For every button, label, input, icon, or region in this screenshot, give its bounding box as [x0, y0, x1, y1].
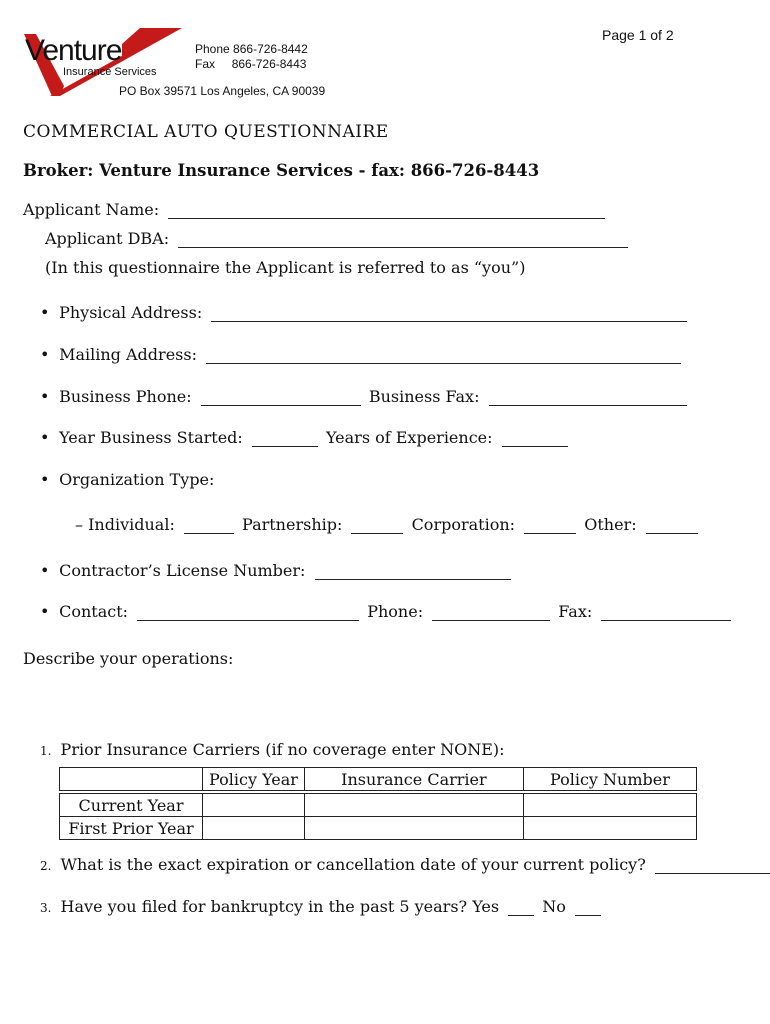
organization-type-label: Organization Type:	[59, 470, 215, 489]
partnership-input[interactable]	[351, 517, 403, 534]
license-number-row	[40, 561, 511, 580]
table-row	[60, 817, 697, 840]
broker-line: Broker: Venture Insurance Services - fax: 866-726-8443	[23, 161, 540, 180]
corporation-label: Corporation:	[411, 515, 516, 534]
partnership-label: Partnership:	[242, 515, 343, 534]
physical-address-input[interactable]	[211, 305, 687, 322]
applicant-name-label: Applicant Name:	[23, 200, 160, 219]
bullet: •	[40, 470, 50, 489]
table-cell[interactable]	[523, 817, 696, 840]
individual-label: Individual:	[88, 515, 175, 534]
table-cell[interactable]	[523, 794, 696, 817]
contact-phone-label: Phone:	[367, 602, 424, 621]
bullet: •	[40, 428, 50, 447]
contact-input[interactable]	[137, 604, 359, 621]
other-input[interactable]	[646, 517, 698, 534]
question-number: 1.	[40, 744, 52, 758]
business-fax-label: Business Fax:	[368, 387, 480, 406]
question-text: Prior Insurance Carriers (if no coverage enter NONE):	[60, 740, 505, 759]
contact-row	[40, 602, 731, 621]
row-label: Current Year	[60, 794, 203, 817]
business-phone-row	[40, 387, 687, 406]
bullet: •	[40, 561, 50, 580]
table-cell[interactable]	[304, 817, 523, 840]
corporation-input[interactable]	[524, 517, 576, 534]
license-number-label: Contractor’s License Number:	[59, 561, 306, 580]
years-experience-label: Years of Experience:	[325, 428, 493, 447]
contact-fax-label: Fax:	[558, 602, 593, 621]
business-phone-input[interactable]	[201, 389, 361, 406]
fax-label: Fax	[195, 57, 216, 71]
bankruptcy-no-input[interactable]	[575, 899, 601, 916]
business-phone-label: Business Phone:	[59, 387, 192, 406]
logo-subtitle: Insurance Services	[63, 66, 157, 78]
years-experience-input[interactable]	[502, 430, 568, 447]
mailing-address-input[interactable]	[206, 347, 681, 364]
bullet: •	[40, 303, 50, 322]
individual-input[interactable]	[184, 517, 234, 534]
table-cell[interactable]	[203, 817, 305, 840]
mailing-address-row	[40, 345, 681, 364]
table-cell[interactable]	[203, 794, 305, 817]
contact-phone-input[interactable]	[432, 604, 550, 621]
year-started-row	[40, 428, 568, 447]
year-started-label: Year Business Started:	[59, 428, 243, 447]
question-1	[40, 740, 505, 759]
table-cell[interactable]	[304, 794, 523, 817]
question-3	[40, 897, 601, 916]
business-fax-input[interactable]	[489, 389, 687, 406]
table-row	[60, 794, 697, 817]
table-header-row	[60, 768, 697, 791]
contact-label: Contact:	[59, 602, 129, 621]
table-header-cell	[60, 768, 203, 791]
prior-carriers-table	[59, 767, 697, 840]
question-text: Have you filed for bankruptcy in the past 5 years? Yes	[60, 897, 500, 916]
question-number: 3.	[40, 901, 52, 915]
applicant-name-row	[23, 200, 605, 219]
question-number: 2.	[40, 859, 52, 873]
expiration-date-input[interactable]	[655, 857, 770, 874]
mailing-address-label: Mailing Address:	[59, 345, 197, 364]
applicant-dba-input[interactable]	[178, 231, 628, 248]
phone-line	[195, 42, 308, 56]
operations-textarea[interactable]	[23, 672, 727, 731]
phone-label: Phone	[195, 42, 230, 56]
organization-type-row	[40, 470, 214, 489]
dash: –	[75, 515, 83, 534]
mailing-address-header: PO Box 39571 Los Angeles, CA 90039	[119, 84, 326, 98]
physical-address-label: Physical Address:	[59, 303, 203, 322]
contact-fax-input[interactable]	[601, 604, 731, 621]
logo-brand: Venture	[25, 34, 122, 67]
fax-line	[195, 57, 306, 71]
table-header-cell: Insurance Carrier	[304, 768, 523, 791]
form-title: COMMERCIAL AUTO QUESTIONNAIRE	[23, 122, 389, 142]
table-header-cell: Policy Year	[203, 768, 305, 791]
page-number: Page 1 of 2	[602, 27, 674, 43]
bullet: •	[40, 387, 50, 406]
other-label: Other:	[584, 515, 637, 534]
applicant-dba-label: Applicant DBA:	[45, 229, 170, 248]
applicant-name-input[interactable]	[168, 202, 605, 219]
row-label: First Prior Year	[60, 817, 203, 840]
applicant-dba-row	[45, 229, 628, 248]
fax-number: 866-726-8443	[231, 57, 307, 71]
bullet: •	[40, 602, 50, 621]
operations-label: Describe your operations:	[23, 649, 234, 668]
license-number-input[interactable]	[315, 563, 511, 580]
bankruptcy-yes-input[interactable]	[508, 899, 534, 916]
no-label: No	[542, 897, 566, 916]
question-text: What is the exact expiration or cancellation date of your current policy?	[60, 855, 646, 874]
applicant-note: (In this questionnaire the Applicant is referred to as “you”)	[45, 258, 526, 277]
organization-options-row	[75, 515, 698, 534]
year-started-input[interactable]	[252, 430, 318, 447]
bullet: •	[40, 345, 50, 364]
physical-address-row	[40, 303, 687, 322]
table-header-cell: Policy Number	[523, 768, 696, 791]
phone-number: 866-726-8442	[233, 42, 308, 56]
question-2	[40, 855, 770, 874]
